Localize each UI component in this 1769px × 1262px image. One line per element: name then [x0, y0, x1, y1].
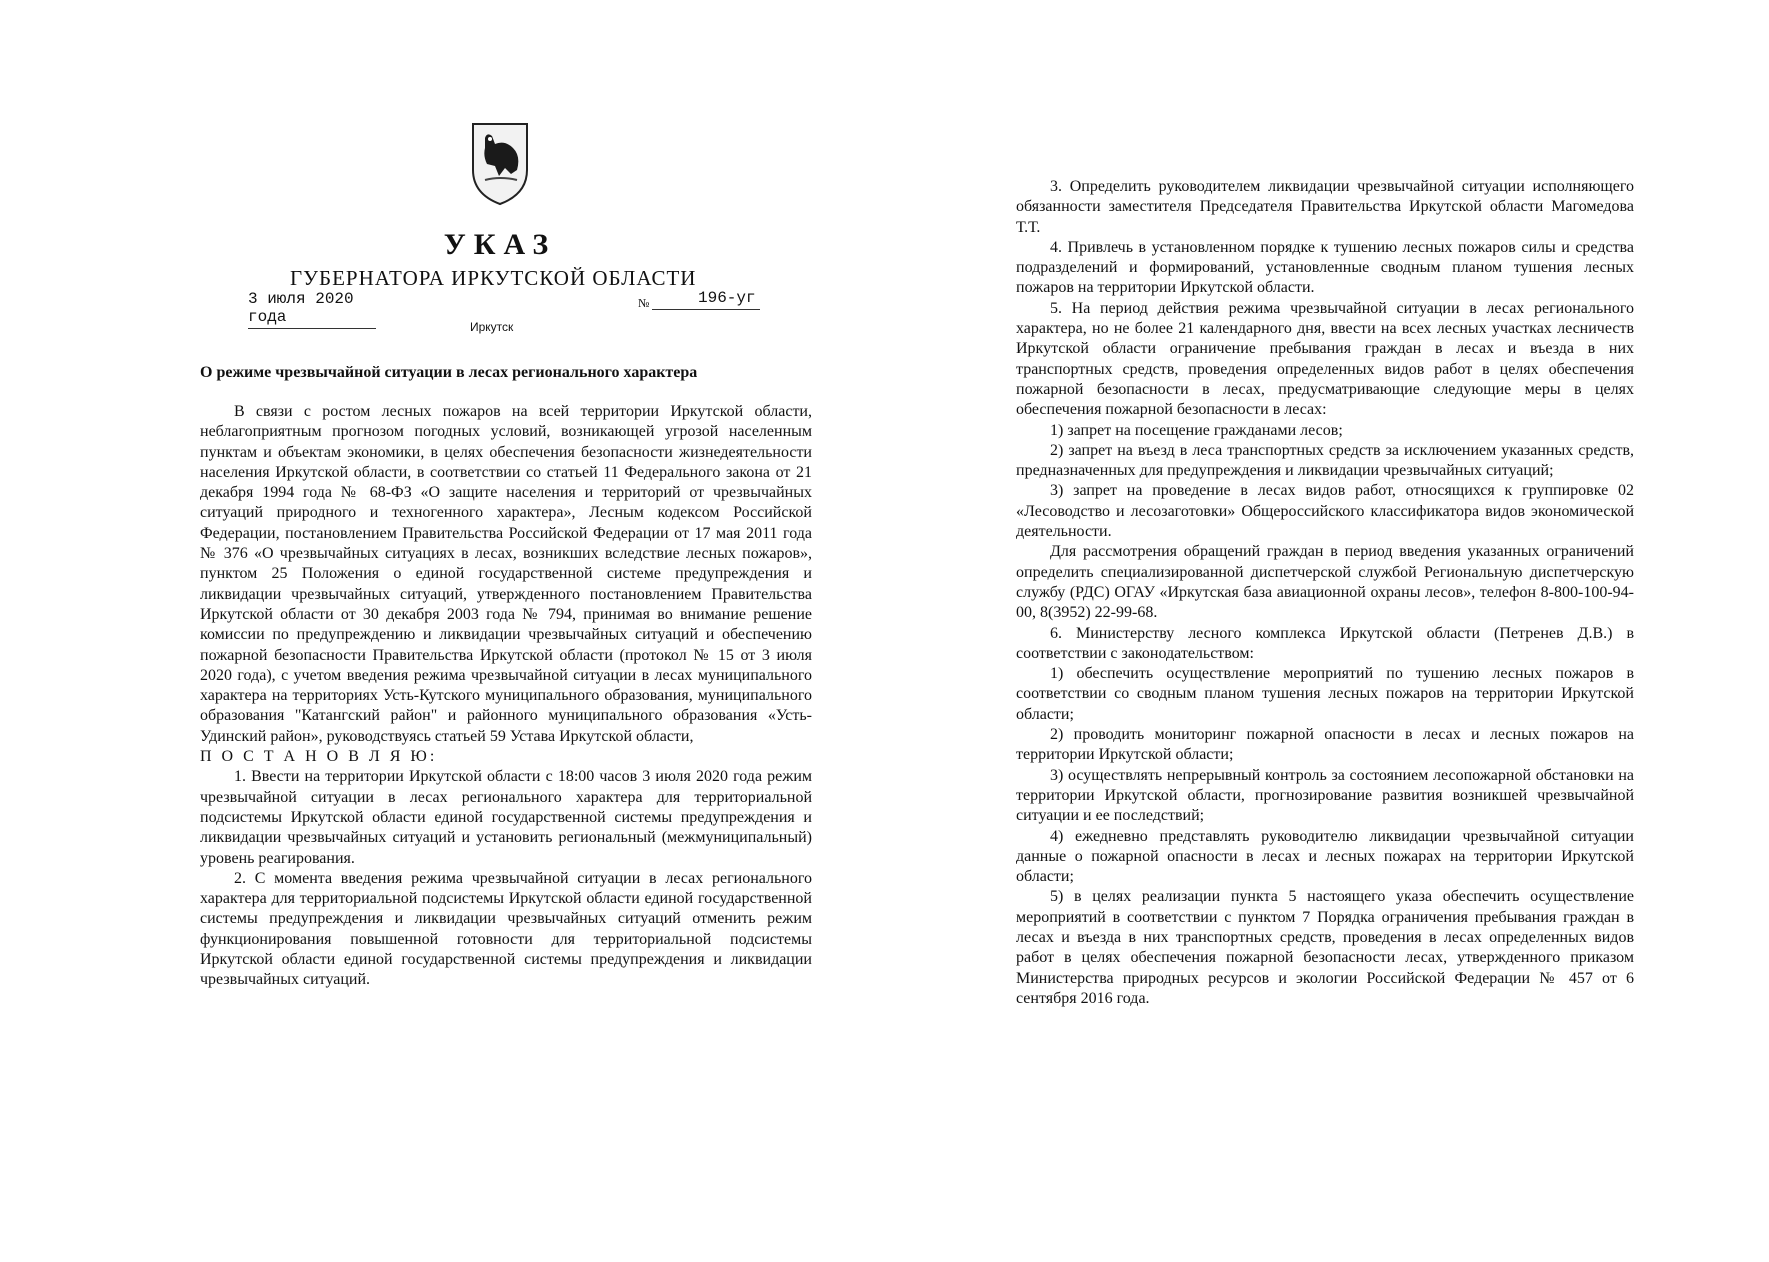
preamble-paragraph: В связи с ростом лесных пожаров на всей территории Иркутской области, неблагоприятным прогнозом погодных условий, возникающей угрозой населенным пунктам и объектам экономики, в целях обеспечения безопасности жизнедеятельности населения Иркутской области, в соответствии со статьей 11 Федерального закона от 21 декабря 1994 года № 68-ФЗ «О защите населения и территорий от чрезвычайных ситуаций природного и техногенного характера», Лесным кодексом Российской Федерации, постановлением Правительства Российской Федерации от 17 мая 2011 года № 376 «О чрезвычайных ситуациях в лесах, возникших вследствие лесных пожаров», пунктом 25 Положения о единой государственной системе предупреждения и ликвидации чрезвычайных ситуаций, утвержденного постановлением Правительства Иркутской области от 30 декабря 2003 года № 794, принимая во внимание решение комиссии по предупреждению и ликвидации чрезвычайных ситуаций и обеспечению пожарной безопасности Правительства Иркутской области (протокол № 15 от 3 июля 2020 года), с учетом введения режима чрезвычайной ситуации в лесах муниципального характера на территориях Усть-Кутского муниципального образования, муниципального образования "Катангский район" и районного муниципального образования «Усть-Удинский район», руководствуясь статьей 59 Устава Иркутской области,	[200, 403, 812, 745]
clause-6-item-3: 3) осуществлять непрерывный контроль за состоянием лесопожарной обстановки на территории Иркутской области, прогнозирование развития возникшей чрезвычайной ситуации и ее последствий;	[1016, 766, 1634, 825]
clause-6-item-2: 2) проводить мониторинг пожарной опасности в лесах и лесных пожаров на территории Иркутской области;	[1016, 726, 1634, 764]
number-label: №	[638, 296, 650, 310]
clause-3: 3. Определить руководителем ликвидации чрезвычайной ситуации исполняющего обязанности заместителя Председателя Правительства Иркутской области Магомедова Т.Т.	[1016, 178, 1634, 236]
right-page	[884, 0, 1769, 1262]
document-type-title: УКАЗ	[443, 228, 557, 261]
clause-6: 6. Министерству лесного комплекса Иркутской области (Петренев Д.В.) в соответствии с законодательством:	[1016, 624, 1634, 662]
clause-5-item-3: 3) запрет на проведение в лесах видов работ, относящихся к группировке 02 «Лесоводство и лесозаготовки» Общероссийского классификатора видов экономической деятельности.	[1016, 482, 1634, 541]
left-page-body	[200, 402, 812, 991]
clause-1: 1. Ввести на территории Иркутской области с 18:00 часов 3 июля 2020 года режим чрезвычайной ситуации в лесах регионального характера для территориальной подсистемы Иркутской области единой государственной системы предупреждения и ликвидации чрезвычайных ситуаций и установить региональный (межмуниципальный) уровень реагирования.	[200, 768, 812, 867]
clause-6-item-5: 5) в целях реализации пункта 5 настоящего указа обеспечить осуществление мероприятий в соответствии с пунктом 7 Порядка ограничения пребывания граждан в лесах и въезда в них транспортных средств, проведения в лесах определенных видов работ в целях обеспечения пожарной безопасности лесах, утвержденного приказом Министерства природных ресурсов и экологии Российской Федерации № 457 от 6 сентября 2016 года.	[1016, 888, 1634, 1007]
clause-5-item-1: 1) запрет на посещение гражданами лесов;	[1050, 421, 1343, 439]
issuing-authority: ГУБЕРНАТОРА ИРКУТСКОЙ ОБЛАСТИ	[290, 266, 697, 290]
document-subject: О режиме чрезвычайной ситуации в лесах регионального характера	[200, 364, 698, 381]
coat-of-arms-icon	[465, 118, 535, 208]
clause-5: 5. На период действия режима чрезвычайной ситуации в лесах регионального характера, но не более 21 календарного дня, ввести на всех лесных участках лесничеств Иркутской области ограничение пребывания граждан в лесах и въезда в них транспортных средств, проведения определенных видов работ в целях обеспечения пожарной безопасности в лесах, предусматривающие следующие меры в целях обеспечения пожарной безопасности в лесах:	[1016, 299, 1634, 419]
clause-5-dispatch-note: Для рассмотрения обращений граждан в период введения указанных ограничений определить специализированной диспетчерской службой Региональную диспетчерскую службу (РДС) ОГАУ «Иркутская база авиационной охраны лесов», телефон 8-800-100-94-00, 8(3952) 22-99-68.	[1016, 543, 1634, 622]
left-page	[0, 0, 884, 1262]
decree-word: П О С Т А Н О В Л Я Ю:	[200, 748, 438, 766]
document-number: 196-уг	[652, 289, 760, 310]
clause-6-item-4: 4) ежедневно представлять руководителю ликвидации чрезвычайной ситуации данные о пожарной опасности в лесах и лесных пожарах на территории Иркутской области;	[1016, 827, 1634, 886]
clause-2: 2. С момента введения режима чрезвычайной ситуации в лесах регионального характера для территориальной подсистемы Иркутской области единой государственной системы предупреждения и ликвидации чрезвычайных ситуаций отменить режим функционирования повышенной готовности для территориальной подсистемы Иркутской области единой государственной системы предупреждения и ликвидации чрезвычайных ситуаций.	[200, 869, 812, 989]
clause-4: 4. Привлечь в установленном порядке к тушению лесных пожаров силы и средства подразделений и формирований, установленные сводным планом тушения лесных пожаров на территории Иркутской области.	[1016, 238, 1634, 297]
city-label: Иркутск	[470, 320, 514, 334]
clause-6-item-1: 1) обеспечить осуществление мероприятий по тушению лесных пожаров в соответствии со сводным планом тушения лесных пожаров на территории Иркутской области;	[1016, 665, 1634, 723]
document-date: 3 июля 2020 года	[248, 290, 376, 329]
clause-5-item-2: 2) запрет на въезд в леса транспортных средств за исключением указанных средств, предназначенных для предупреждения и ликвидации чрезвычайных ситуаций;	[1016, 441, 1634, 480]
right-page-body	[1016, 177, 1634, 1009]
